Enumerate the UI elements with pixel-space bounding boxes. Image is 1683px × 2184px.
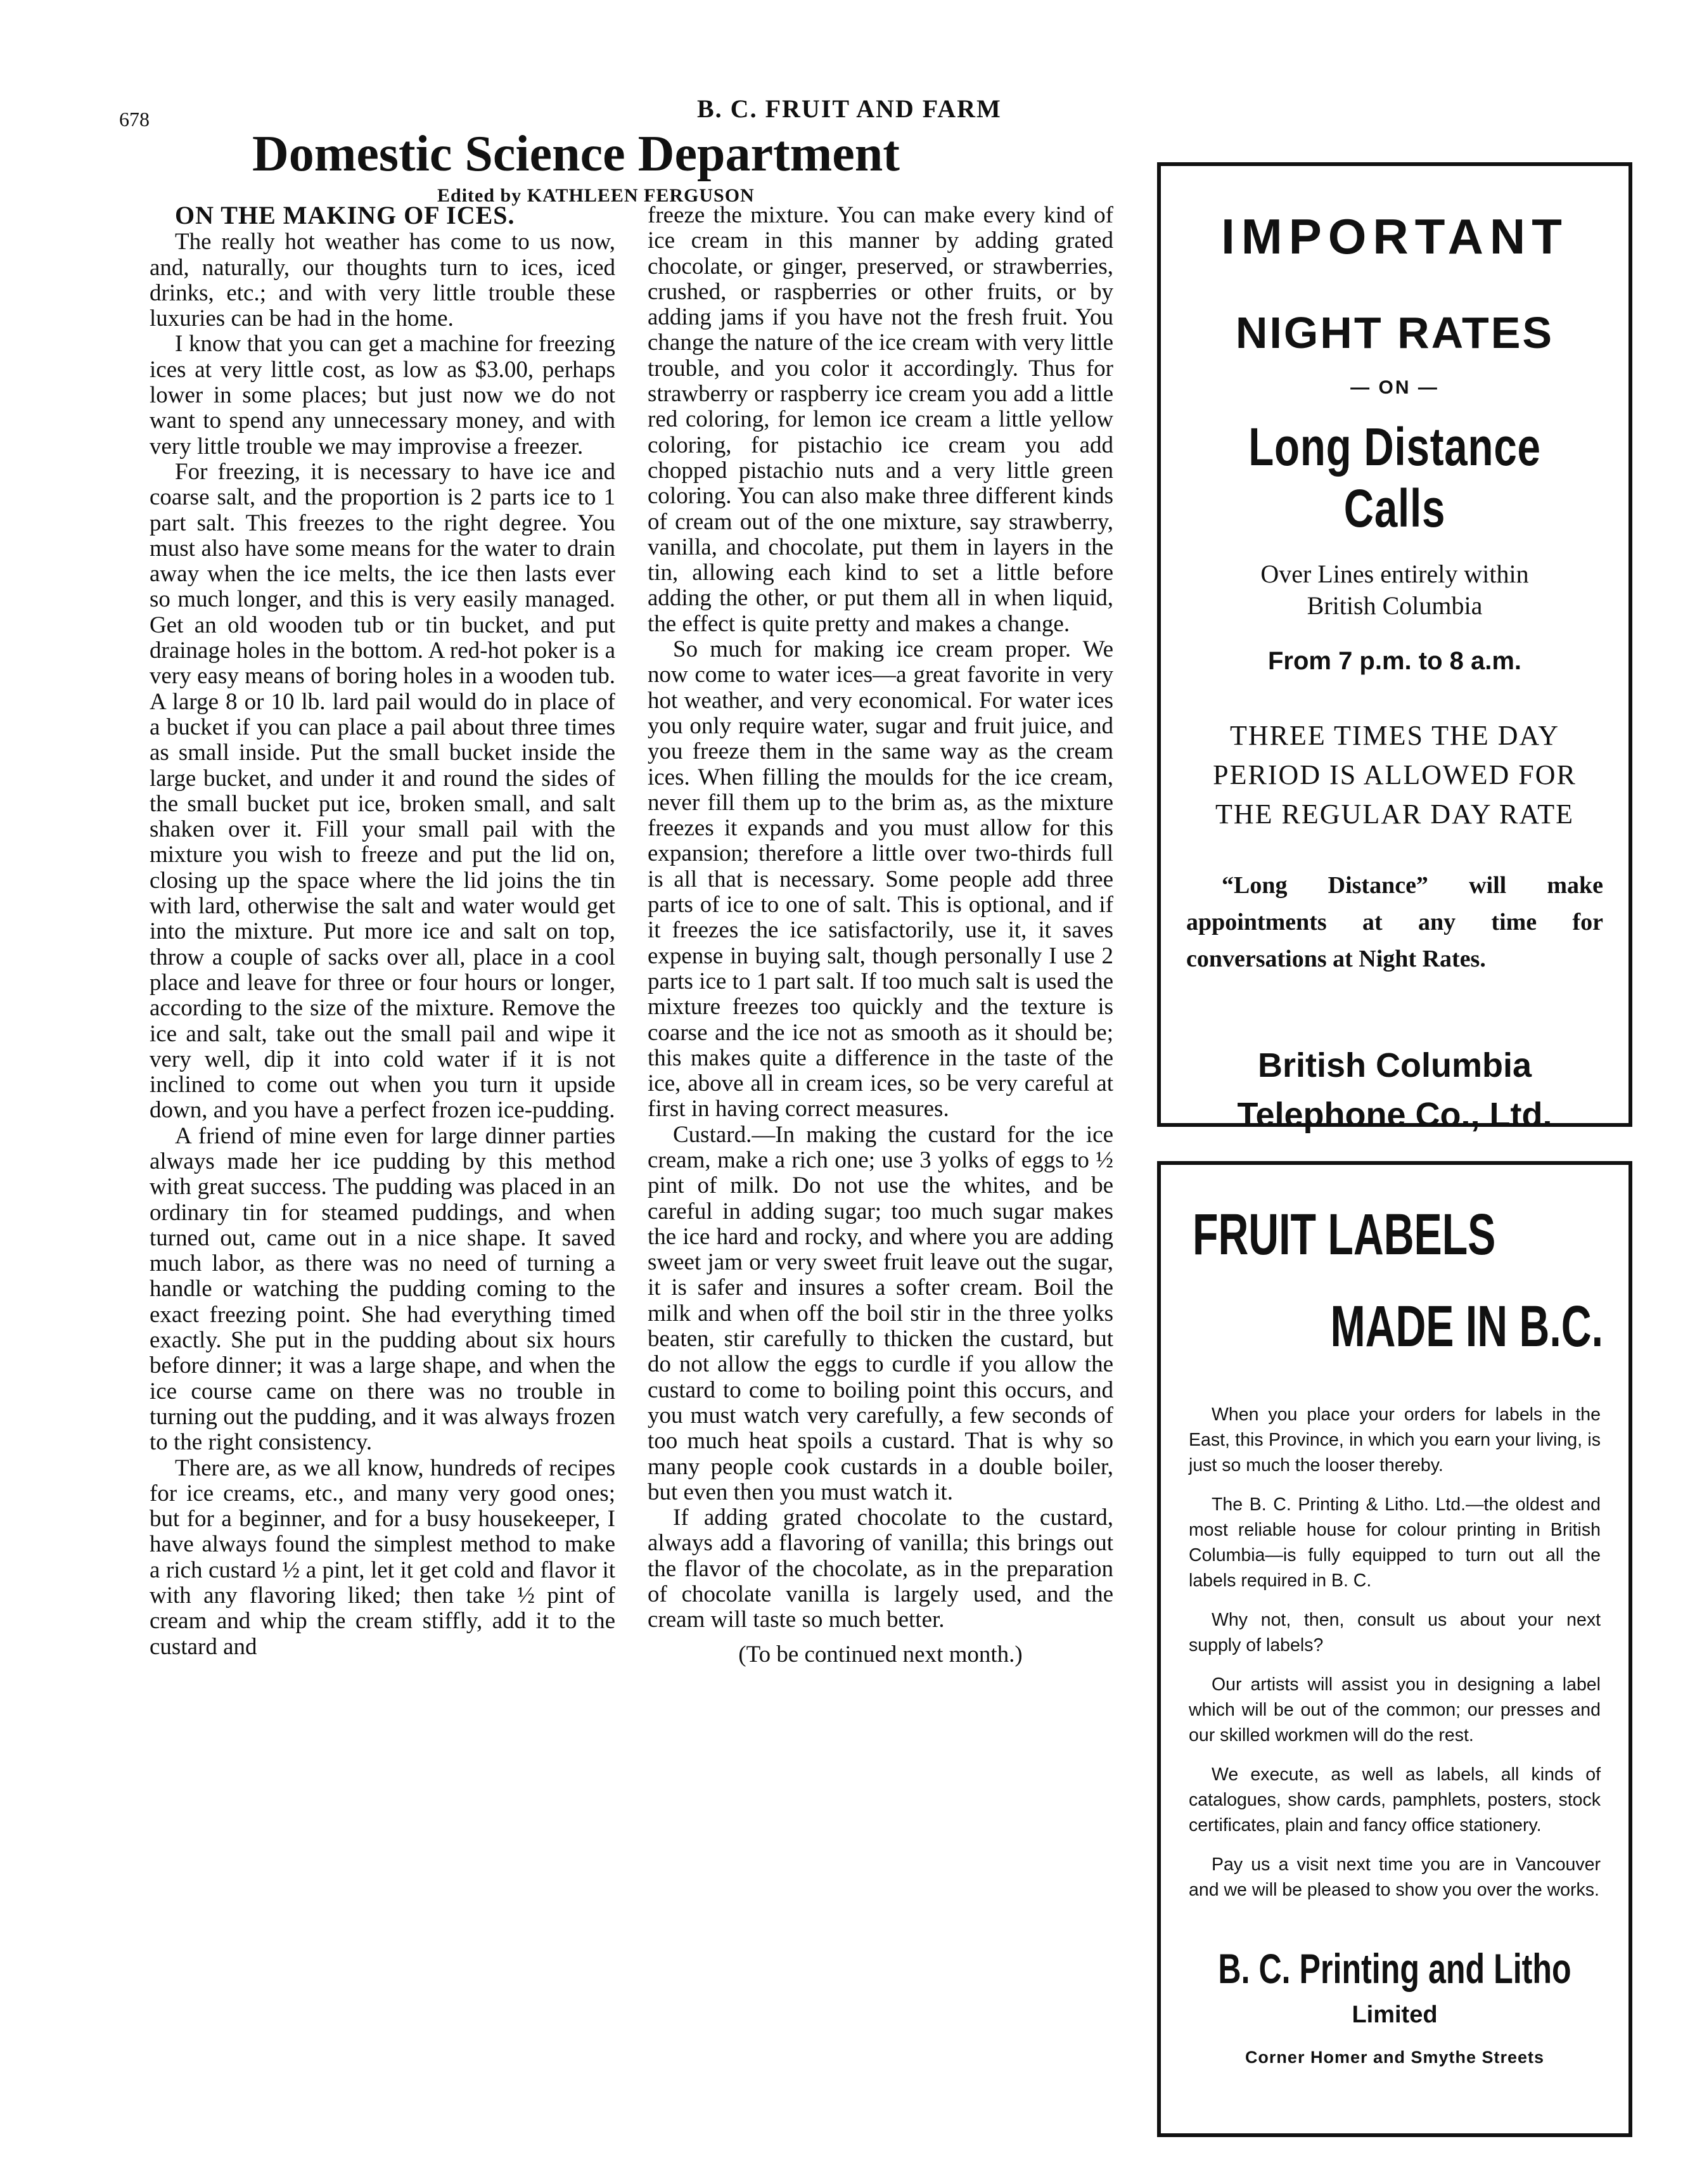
article-title: ON THE MAKING OF ICES. — [175, 201, 515, 229]
ad-long-distance: Long Distance Calls — [1248, 417, 1541, 538]
ad-over-lines-1: Over Lines entirely within — [1260, 560, 1529, 588]
ad-on: — ON — — [1350, 377, 1439, 398]
telephone-advertisement — [1157, 162, 1632, 1134]
paragraph: For freezing, it is necessary to have ice and coarse salt, and the proportion is 2 parts ice to 1 part salt. This freezes to the right degree. You must also have some means for the water to drain away when the ice melts, the ice then lasts ever so much longer, and this is very easily managed. Get an old wooden tub or tin bucket, and put drainage holes in the bottom. A red-hot poker is a very easy means of boring holes in a wooden tub. A large 8 or 10 lb. lard pail would do in place of a bucket if you can place a pail about three times as small inside. Put the small bucket inside the large bucket, and under it and round the sides of the small bucket put ice, broken small, and salt shaken over it. Fill your small pail with the mixture you wish to freeze and put the lid on, closing up the space where the lid joins the tin with lard, otherwise the salt and water would get into the mixture. Put more ice and salt on top, throw a couple of sacks over all, place in a cool place and leave for three or four hours or longer, according to the size of the mixture. Remove the ice and salt, take out the small pail and wipe it very well, dip it into cold water if it is not inclined to come out when you turn it upside down, and you have a perfect frozen ice-pudding. — [150, 458, 615, 1124]
ad-night-rates: NIGHT RATES — [1235, 308, 1554, 357]
ad-made-in-bc: MADE IN B.C. — [1330, 1294, 1603, 1359]
ad-paragraph: The B. C. Printing & Litho. Ltd.—the oldest and most reliable house for colour printing in British Columbia—is fully equipped to turn out all the labels required in B. C. — [1189, 1494, 1601, 1591]
ad-three-times — [1161, 716, 1629, 834]
byline: Edited by KATHLEEN FERGUSON — [437, 185, 755, 206]
ad-printing-company: B. C. Printing and Litho — [1218, 1945, 1571, 1992]
ad-body: “Long Distance” will make appointments at any time for conversations at Night Rates. — [1186, 872, 1603, 972]
ad-address: Corner Homer and Smythe Streets — [1245, 2048, 1545, 2067]
ad-hours: From 7 p.m. to 8 a.m. — [1267, 647, 1522, 675]
ad-paragraph: We execute, as well as labels, all kinds of catalogues, show cards, pamphlets, posters, stock certificates, plain and fancy office stationery. — [1189, 1764, 1601, 1835]
ad-paragraph: When you place your orders for labels in the East, this Province, in which you earn your living, is just so much the looser thereby. — [1189, 1404, 1601, 1475]
ad-headline: IMPORTANT — [1221, 209, 1568, 264]
ad-company — [1161, 1041, 1629, 1140]
ad-three-times-1: THREE TIMES THE DAY — [1230, 720, 1559, 751]
page-number: 678 — [119, 108, 150, 131]
paragraph: freeze the mixture. You can make every kind of ice cream in this manner by adding grated chocolate, or ginger, preserved, or strawberries, crushed, or raspberries or other fruits, or by adding jams if you have not the fresh fruit. You change the nature of the ice cream with very little trouble, and you color it accordingly. Thus for strawberry or raspberry ice cream you add a little red coloring, for lemon ice cream a little yellow coloring, for pistachio ice cream you add chopped pistachio nuts and a very little green coloring. You can also make three different kinds of cream out of the one mixture, say strawberry, vanilla, and chocolate, put them in layers in the tin, allowing each kind to set a little before adding the other, or put them all in when liquid, the effect is quite pretty and makes a change. — [648, 202, 1113, 637]
paragraph: Custard.—In making the custard for the ice cream, make a rich one; use 3 yolks of eggs to ½ pint of milk. Do not use the whites, and be careful in adding sugar; too much sugar makes the ice hard and rocky, and where you are adding sweet jam or very sweet fruit leave out the sugar, it is safer and insures a softer cream. Boil the milk and when off the boil stir in the three yolks beaten, stir carefully to thicken the custard, but do not allow the eggs to curdle if you allow the custard to come to boiling point this occurs, and you must watch very carefully, a few seconds of too much heat spoils a custard. That is why so many people cook custards in a double boiler, but even then you must watch it. — [648, 1121, 1113, 1505]
paragraph: The really hot weather has come to us now, and, naturally, our thoughts turn to ices, iced drinks, etc.; and with very little trouble these luxuries can be had in the home. — [150, 229, 615, 332]
article-column-2 — [648, 203, 1113, 1667]
ad-fruit-labels: FRUIT LABELS — [1193, 1202, 1496, 1267]
paragraph: If adding grated chocolate to the custard, always add a flavoring of vanilla; this brings out the flavor of the chocolate, as in the preparation of chocolate vanilla is largely used, and the cream will taste so much better. — [648, 1505, 1113, 1633]
ad-company-1: British Columbia — [1257, 1046, 1532, 1084]
ad-company-2: Telephone Co., Ltd. — [1237, 1096, 1552, 1134]
ad-paragraph: Pay us a visit next time you are in Vancouver and we will be pleased to show you over the works. — [1189, 1854, 1601, 1900]
ad-limited: Limited — [1352, 2001, 1438, 2028]
continued-note: (To be continued next month.) — [738, 1641, 1023, 1667]
paragraph: A friend of mine even for large dinner parties always made her ice pudding by this method with great success. The pudding was placed in an ordinary tin for steamed puddings, and when turned out, came out in a nice shape. It saved much labor, as there was no need of turning a handle or watching the pudding coming to the exact freezing point. She had everything timed exactly. She put in the pudding about six hours before dinner; it was a large shape, and when the ice course came on there was no trouble in turning out the pudding, and it was always frozen to the right consistency. — [150, 1122, 615, 1456]
article-column-1 — [150, 203, 615, 1660]
paragraph: There are, as we all know, hundreds of recipes for ice creams, etc., and many very good ones; but for a beginner, and for a busy housekeeper, I have always found the simplest method to make a rich custard ½ a pint, let it get cold and flavor it with any flavoring liked; then take ½ pint of cream and whip the cream stiffly, add it to the custard and — [150, 1455, 615, 1660]
ad-over-lines-2: British Columbia — [1307, 591, 1483, 620]
paragraph: So much for making ice cream proper. We now come to water ices—a great favorite in very hot weather, and very economical. For water ices you only require water, sugar and fruit juice, and you freeze them in the same way as the cream ices. When filling the moulds for the ice cream, never fill them up to the brim as, as the mixture freezes it expands and you must allow for this expansion; therefore a little over two-thirds full is all that is necessary. Some people add three parts of ice to one of salt. This is optional, and if it freezes the ice satisfactorily, use it, it saves expense in buying salt, though personally I use 2 parts ice to 1 part salt. If too much salt is used the mixture freezes too quickly and the texture is coarse and the ice not as smooth as it should be; this makes quite a difference in the taste of the ice, above all in cream ices, so be very careful at first in having correct measures. — [648, 636, 1113, 1122]
ad-paragraph: Why not, then, consult us about your next supply of labels? — [1189, 1610, 1601, 1655]
ad-over-lines — [1161, 558, 1629, 622]
department-title: Domestic Science Department — [252, 126, 900, 182]
running-head: B. C. FRUIT AND FARM — [697, 94, 1002, 123]
ad-paragraph: Our artists will assist you in designing a label which will be out of the common; our presses and our skilled workmen will do the rest. — [1189, 1674, 1601, 1745]
paragraph: I know that you can get a machine for freezing ices at very little cost, as low as $3.00, perhaps lower in some places; but just now we do not want to spend any unnecessary money, and with very little trouble we may improvise a freezer. — [150, 331, 615, 459]
fruit-labels-advertisement — [1157, 1161, 1632, 2137]
ad-three-times-2: PERIOD IS ALLOWED FOR — [1213, 759, 1577, 790]
ad-three-times-3: THE REGULAR DAY RATE — [1215, 799, 1574, 830]
